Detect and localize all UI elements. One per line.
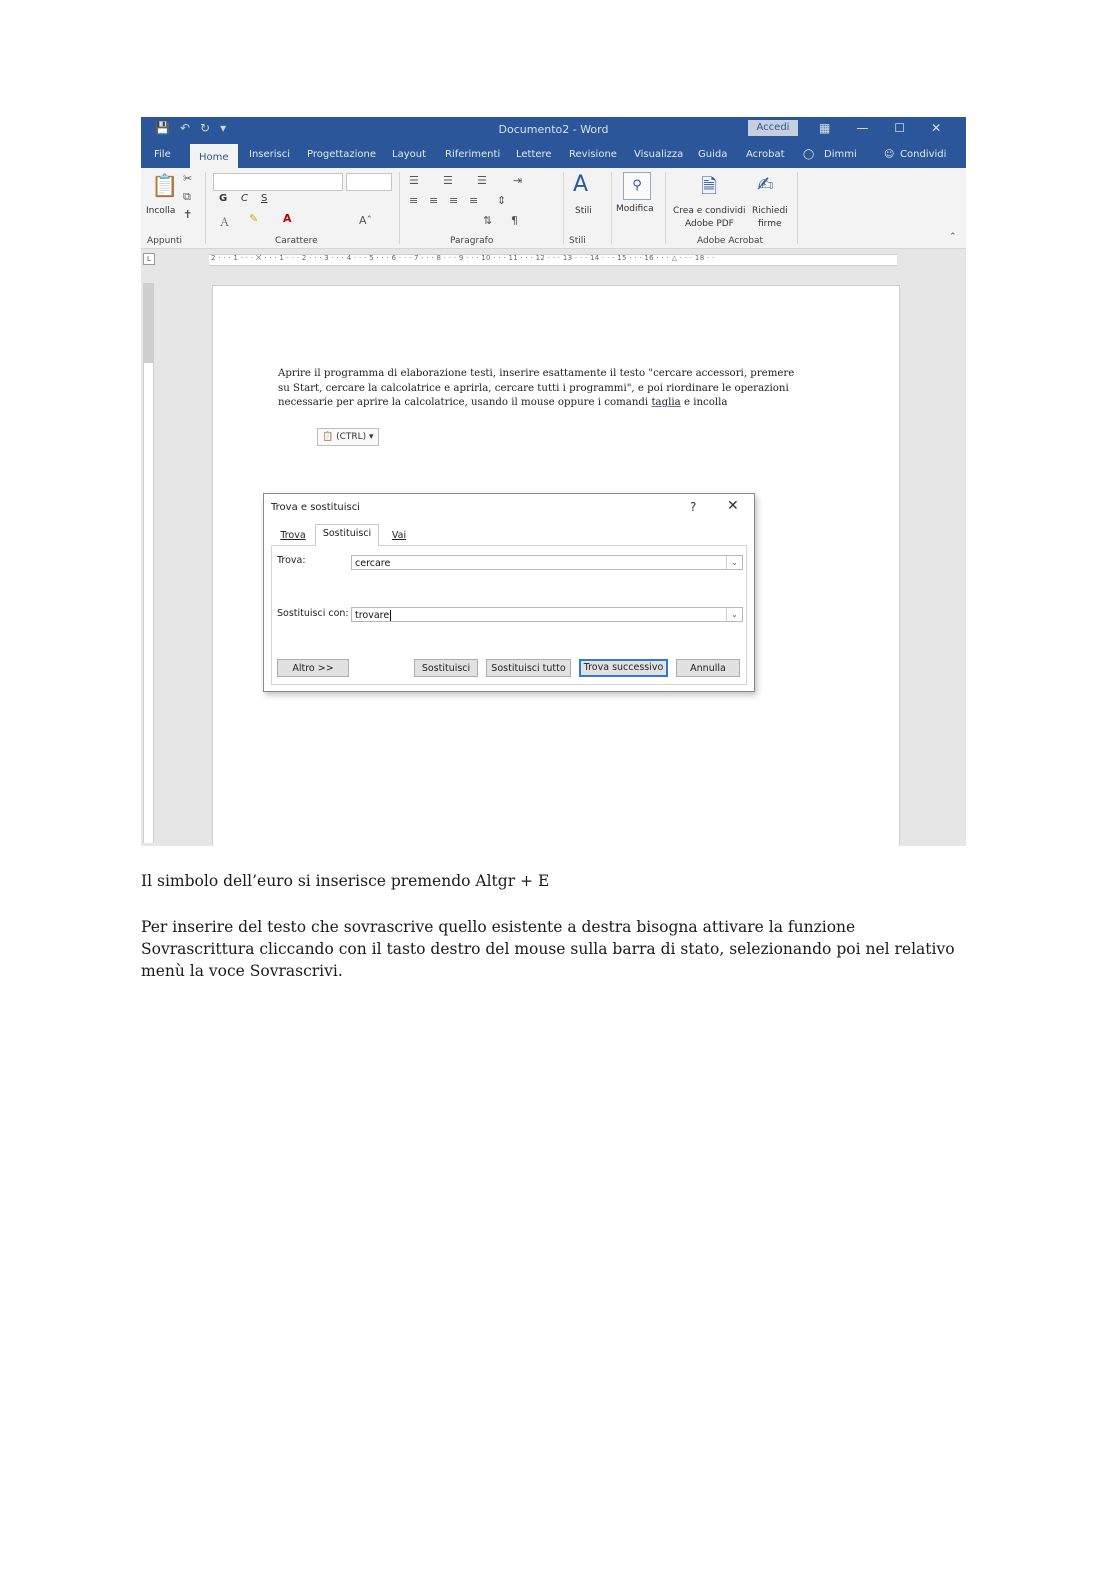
tab-trova[interactable]: Trova [280,530,306,541]
group-carattere-label: Carattere [275,236,318,246]
paste-options-button[interactable]: 📋 (CTRL) ▾ [317,428,379,446]
tab-lettere[interactable]: Lettere [516,149,552,160]
tab-file[interactable]: File [154,149,171,160]
bullets-icon[interactable]: ☰ [409,174,419,187]
horizontal-ruler [141,249,966,269]
italic-button[interactable]: C [241,193,248,204]
document-text-underlined: taglia [651,397,681,409]
sign-in-button[interactable]: Accedi [748,120,798,136]
find-next-button[interactable]: Trova successivo [579,659,668,677]
clipboard-icon: 📋 [322,432,337,442]
styles-button-label[interactable]: Stili [575,206,592,216]
collapse-ribbon-icon[interactable]: ⌃ [949,232,957,242]
font-name-combo[interactable] [213,173,343,191]
ruler-ticks: 2 · · · 1 · · · ⨉ · · · 1 · · · 2 · · · 3 · · · 4 · · · 5 · · · 6 · · · 7 · · · 8 · · · 9 · · · 10 · · · 11 · · · 12 · · · 13 · · · 14 · · · 15 · · · 16 · · · △ · · · 18 · · [211,254,715,262]
group-paragrafo-label: Paragrafo [450,236,494,246]
create-pdf-label-1[interactable]: Crea e condividi [673,206,746,216]
pilcrow-icon[interactable]: ¶ [511,214,518,227]
lightbulb-icon: ◯ [803,149,815,160]
align-center-icon[interactable]: ≡ [429,194,439,207]
tab-layout[interactable]: Layout [392,149,426,160]
tab-selector-icon[interactable]: L [143,253,155,265]
vertical-ruler-margin [144,283,153,363]
ribbon [141,168,966,249]
find-label: Trova: [277,555,306,566]
bold-button[interactable]: G [219,193,228,204]
close-icon[interactable]: ✕ [931,121,942,135]
tab-riferimenti[interactable]: Riferimenti [445,149,501,160]
align-right-icon[interactable]: ≡ [449,194,459,207]
title-bar [141,117,966,141]
window-title: Documento2 - Word [498,123,609,136]
text-effects-icon[interactable]: Ａ [219,216,230,229]
grow-font-icon[interactable]: Aˆ [359,214,373,227]
paste-icon[interactable]: 📋 [151,174,179,199]
format-painter-icon[interactable]: ✝ [183,208,193,221]
line-spacing-icon[interactable]: ⇕ [497,194,507,207]
document-paragraph[interactable] [278,367,798,411]
replace-label: Sostituisci con: [277,608,349,619]
create-pdf-icon[interactable]: 🗎 [701,174,718,198]
group-divider [665,172,666,244]
window-controls [819,121,941,135]
group-divider [563,172,564,244]
tab-progettazione[interactable]: Progettazione [307,149,376,160]
group-stili-label: Stili [569,236,586,246]
paste-options-label: (CTRL) [336,432,367,442]
overwrite-paragraph: Per inserire del testo che sovrascrive quello esistente a destra bisogna attivare la funzione Sovrascrittura cliccando con il tasto destro del mouse sulla barra di stato, selezionando poi nel relativo menù la voce Sovrascrivi. [141,918,955,980]
replace-input[interactable] [351,607,743,622]
tab-acrobat[interactable]: Acrobat [746,149,785,160]
justify-icon[interactable]: ≡ [469,194,479,207]
copy-icon[interactable]: ⧉ [183,190,191,203]
group-appunti-label: Appunti [147,236,183,246]
tab-vai[interactable]: Vai [391,530,407,541]
replace-input-value: trovare [355,610,390,621]
minimize-icon[interactable]: — [856,121,869,135]
editing-button-label[interactable]: Modifica [616,204,654,214]
styles-icon[interactable]: A [573,172,589,197]
close-icon[interactable]: ✕ [727,498,739,514]
help-icon[interactable]: ? [690,500,697,514]
undo-icon[interactable]: ↶ [179,121,191,135]
group-adobe-label: Adobe Acrobat [697,236,764,246]
share-button[interactable]: Condividi [900,149,947,160]
chevron-down-icon[interactable]: ⌄ [726,608,742,621]
chevron-down-icon[interactable]: ⌄ [726,556,742,569]
font-size-combo[interactable] [346,173,392,191]
numbering-icon[interactable]: ☰ [443,174,453,187]
maximize-icon[interactable]: ☐ [894,121,906,135]
indent-icon[interactable]: ⇥ [513,174,523,187]
ribbon-tabs [141,141,966,168]
highlight-icon[interactable]: ✎ [249,212,259,225]
request-signatures-icon[interactable]: ✍ [757,172,774,196]
word-screenshot [141,117,966,846]
multilevel-list-icon[interactable]: ☰ [477,174,487,187]
create-pdf-label-2[interactable]: Adobe PDF [685,219,734,229]
user-icon: ☺ [884,149,895,160]
group-divider [399,172,400,244]
tab-guida[interactable]: Guida [698,149,728,160]
cancel-button[interactable]: Annulla [676,659,740,677]
vertical-ruler [143,283,154,843]
group-divider [611,172,612,244]
find-input-value: cercare [355,558,391,569]
replace-all-button[interactable]: Sostituisci tutto [486,659,571,677]
group-divider [797,172,798,244]
dialog-title: Trova e sostituisci [271,502,360,513]
sort-icon[interactable]: ⇅ [483,214,493,227]
more-button[interactable]: Altro >> [277,659,349,677]
find-icon[interactable]: ⚲ [623,172,651,200]
request-signatures-label-2[interactable]: firme [758,219,782,229]
find-input[interactable] [351,555,743,570]
save-icon[interactable]: 💾 [155,121,170,135]
tab-home[interactable]: Home [190,144,238,168]
request-signatures-label-1[interactable]: Richiedi [752,206,788,216]
tab-revisione[interactable]: Revisione [569,149,617,160]
tab-visualizza[interactable]: Visualizza [634,149,684,160]
ribbon-display-icon[interactable]: ▦ [819,121,831,135]
customize-qat-icon[interactable]: ▾ [220,121,227,135]
cut-icon[interactable]: ✂ [183,172,193,185]
tab-inserisci[interactable]: Inserisci [249,149,291,160]
tab-sostituisci[interactable]: Sostituisci [315,524,379,546]
group-divider [205,172,206,244]
replace-button[interactable]: Sostituisci [414,659,478,677]
text-cursor [390,610,391,621]
tell-me-search[interactable]: Dimmi [824,149,857,160]
find-replace-dialog [263,493,755,692]
paste-button-label[interactable]: Incolla [146,206,176,216]
dialog-panel [271,545,747,685]
euro-paragraph: Il simbolo dell’euro si inserisce premendo Altgr + E [141,872,550,890]
redo-icon[interactable]: ↻ [200,121,211,135]
align-left-icon[interactable]: ≡ [409,194,419,207]
font-color-icon[interactable]: A [283,212,292,225]
underline-button[interactable]: S [261,193,268,204]
document-text-1: Aprire il programma di elaborazione testi, inserire esattamente il testo "cercare accessori, premere su Start, cercare la calcolatrice e aprirla, cercare tutti i programmi", e poi riordinare le operazioni necessarie per aprire la calcolatrice, usando il mouse oppure i comandi [278,368,795,409]
document-text-2: e incolla [680,397,728,409]
